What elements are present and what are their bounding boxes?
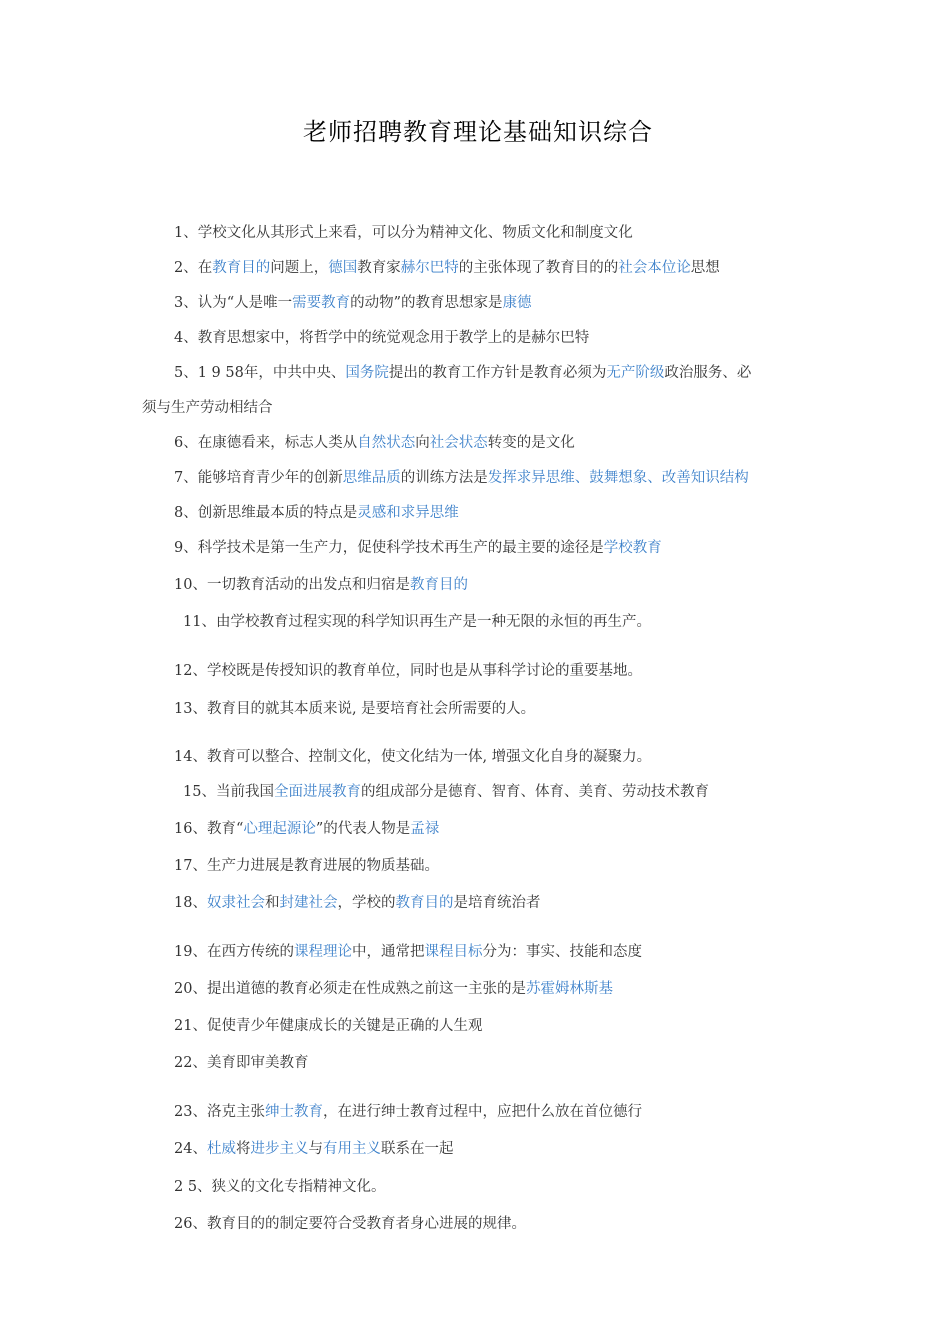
- item-text: 转变的是文化: [487, 435, 575, 451]
- item-text: 政治服务、必: [664, 365, 752, 381]
- list-item: [174, 1214, 526, 1234]
- item-text: 20、提出道德的教育必须走在性成熟之前这一主张的是: [174, 981, 526, 997]
- list-item: [174, 258, 720, 278]
- item-text: 须与生产劳动相结合: [142, 400, 273, 416]
- item-text: 21、促使青少年健康成长的关键是正确的人生观: [174, 1018, 483, 1034]
- list-item: [174, 699, 535, 719]
- list-item: [174, 293, 532, 313]
- list-item: [174, 468, 749, 488]
- keyword-link[interactable]: 思维品质: [342, 470, 401, 486]
- page-title: 老师招聘教育理论基础知识综合: [303, 118, 653, 146]
- item-text: 22、美育即审美教育: [174, 1055, 309, 1071]
- list-item: [174, 503, 459, 523]
- item-text: 9、科学技术是第一生产力，促使科学技术再生产的最主要的途径是: [174, 540, 604, 556]
- list-item: [174, 661, 642, 681]
- list-item: [174, 942, 642, 962]
- keyword-link[interactable]: 心理起源论: [243, 821, 316, 837]
- item-text: 思想: [690, 260, 720, 276]
- list-item: [174, 979, 613, 999]
- keyword-link[interactable]: 奴隶社会: [206, 895, 265, 911]
- item-text: 的动物”的教育思想家是: [350, 295, 503, 311]
- keyword-link[interactable]: 有用主义: [322, 1141, 381, 1157]
- item-text: 的主张体现了教育目的的: [458, 260, 619, 276]
- list-item: [174, 328, 589, 348]
- keyword-link[interactable]: 课程目标: [424, 944, 483, 960]
- item-text: 19、在西方传统的: [174, 944, 294, 960]
- item-text: ，学校的: [337, 895, 396, 911]
- item-text: 的组成部分是德育、智育、体育、美育、劳动技术教育: [360, 784, 709, 800]
- list-item: [174, 747, 651, 767]
- item-text: 18、: [174, 895, 207, 911]
- item-text: 23、洛克主张: [174, 1104, 265, 1120]
- list-item: [174, 1177, 386, 1197]
- keyword-link[interactable]: 无产阶级: [606, 365, 665, 381]
- item-text: 的训练方法是: [400, 470, 488, 486]
- list-item: [174, 223, 633, 243]
- keyword-link[interactable]: 自然状态: [357, 435, 416, 451]
- item-text: 10、一切教育活动的出发点和归宿是: [174, 577, 410, 593]
- keyword-link[interactable]: 孟禄: [410, 821, 440, 837]
- keyword-link[interactable]: 赫尔巴特: [400, 260, 459, 276]
- keyword-link[interactable]: 教育目的: [409, 577, 468, 593]
- item-text: 1、学校文化从其形式上来看，可以分为精神文化、物质文化和制度文化: [174, 225, 633, 241]
- item-text: 教育家: [357, 260, 401, 276]
- item-text: 8、创新思维最本质的特点是: [174, 505, 358, 521]
- item-text: 13、教育目的就其本质来说, 是要培育社会所需要的人。: [174, 701, 536, 717]
- keyword-link[interactable]: 发挥求异思维、鼓舞想象、改善知识结构: [487, 470, 749, 486]
- list-item: [183, 612, 651, 632]
- item-text: 与: [308, 1141, 323, 1157]
- item-text: 问题上，: [270, 260, 329, 276]
- item-text: ，在进行绅士教育过程中，应把什么放在首位德行: [322, 1104, 642, 1120]
- list-item: [174, 1016, 482, 1036]
- item-text: 将: [235, 1141, 251, 1157]
- item-text: 24、: [174, 1141, 207, 1157]
- keyword-link[interactable]: 康德: [502, 295, 532, 311]
- keyword-link[interactable]: 教育目的: [212, 260, 271, 276]
- keyword-link[interactable]: 社会状态: [429, 435, 488, 451]
- item-text: 2、在: [174, 260, 213, 276]
- keyword-link[interactable]: 封建社会: [279, 895, 338, 911]
- item-text: ”的代表人物是: [315, 821, 411, 837]
- item-text: 14、教育可以整合、控制文化，使文化结为一体, 增强文化自身的凝聚力。: [174, 749, 652, 765]
- list-item: [174, 893, 540, 913]
- list-item: [174, 433, 575, 453]
- item-text: 15、当前我国: [183, 784, 274, 800]
- keyword-link[interactable]: 杜威: [206, 1141, 236, 1157]
- item-text: 2 5、狭义的文化专指精神文化。: [174, 1179, 386, 1195]
- item-text: 7、能够培育青少年的创新: [174, 470, 343, 486]
- item-text: 6、在康德看来，标志人类从: [174, 435, 358, 451]
- keyword-link[interactable]: 灵感和求异思维: [357, 505, 459, 521]
- keyword-link[interactable]: 绅士教育: [264, 1104, 323, 1120]
- keyword-link[interactable]: 全面进展教育: [273, 784, 361, 800]
- item-text: 和: [264, 895, 280, 911]
- item-text: 12、学校既是传授知识的教育单位，同时也是从事科学讨论的重要基地。: [174, 663, 642, 679]
- keyword-link[interactable]: 国务院: [345, 365, 389, 381]
- item-text: 5、1 9 58年，中共中央、: [174, 365, 346, 381]
- item-text: 16、教育“: [174, 821, 244, 837]
- item-text: 26、教育目的的制定要符合受教育者身心进展的规律。: [174, 1216, 526, 1232]
- keyword-link[interactable]: 教育目的: [395, 895, 454, 911]
- list-item: [174, 856, 439, 876]
- keyword-link[interactable]: 课程理论: [293, 944, 352, 960]
- item-text: 4、教育思想家中，将哲学中的统觉观念用于教学上的是赫尔巴特: [174, 330, 590, 346]
- keyword-link[interactable]: 需要教育: [292, 295, 351, 311]
- list-item: [174, 1102, 642, 1122]
- item-text: 分为：事实、技能和态度: [482, 944, 642, 960]
- item-text: 向: [415, 435, 430, 451]
- keyword-link[interactable]: 社会本位论: [618, 260, 691, 276]
- list-item: [174, 575, 468, 595]
- item-text: 是培育统治者: [453, 895, 541, 911]
- keyword-link[interactable]: 学校教育: [603, 540, 662, 556]
- item-text: 17、生产力进展是教育进展的物质基础。: [174, 858, 439, 874]
- item-text: 中，通常把: [351, 944, 425, 960]
- list-item: [174, 1139, 453, 1159]
- list-item-continuation: [142, 398, 273, 418]
- keyword-link[interactable]: 苏霍姆林斯基: [525, 981, 613, 997]
- item-text: 提出的教育工作方针是教育必须为: [388, 365, 607, 381]
- list-item: [174, 1053, 308, 1073]
- item-text: 联系在一起: [380, 1141, 454, 1157]
- list-item: [174, 819, 439, 839]
- list-item: [174, 363, 751, 383]
- keyword-link[interactable]: 进步主义: [250, 1141, 309, 1157]
- keyword-link[interactable]: 德国: [328, 260, 358, 276]
- item-text: 11、由学校教育过程实现的科学知识再生产是一种无限的永恒的再生产。: [183, 614, 651, 630]
- item-text: 3、认为“人是唯一: [174, 295, 293, 311]
- list-item: [183, 782, 709, 802]
- list-item: [174, 538, 662, 558]
